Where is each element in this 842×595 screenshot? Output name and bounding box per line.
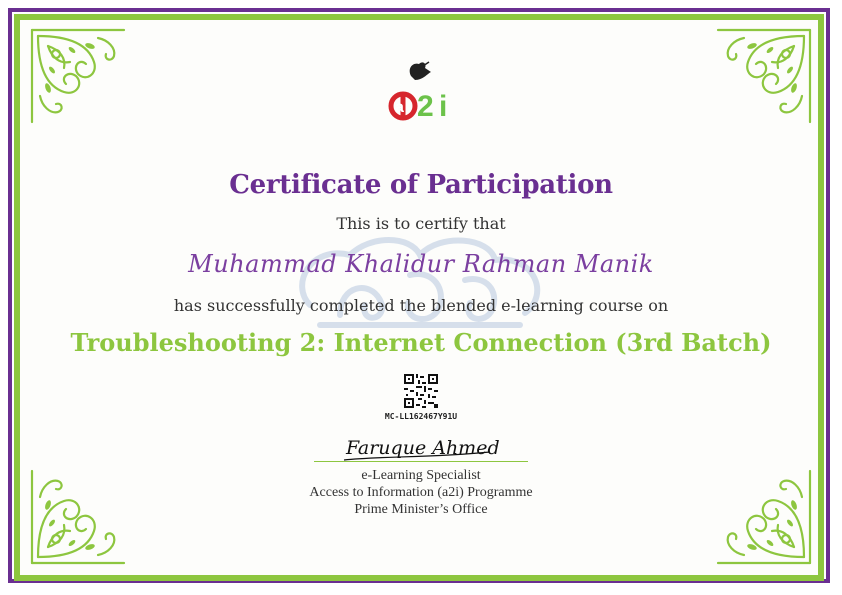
certify-text: This is to certify that xyxy=(336,214,506,233)
bird-icon xyxy=(410,62,431,80)
signer-role: e-Learning Specialist xyxy=(361,468,481,483)
svg-text:a: a xyxy=(395,99,404,116)
svg-text:i: i xyxy=(439,90,448,123)
certificate-title: Certificate of Participation xyxy=(229,170,613,200)
floral-corner-ornament-icon xyxy=(28,26,128,126)
completion-text: has successfully completed the blended e-learning course on xyxy=(173,296,669,315)
floral-corner-ornament-icon xyxy=(714,26,814,126)
qr-code-icon xyxy=(404,374,438,408)
course-name: Troubleshooting 2: Internet Connection (3rd Batch) xyxy=(70,328,772,357)
recipient-name: Muhammad Khalidur Rahman Manik xyxy=(188,250,654,278)
svg-text:2: 2 xyxy=(417,90,434,123)
certificate-id: MC-LL162467Y91U xyxy=(384,412,458,421)
signature-line xyxy=(314,461,528,462)
signature-image xyxy=(340,428,500,464)
ornamental-watermark-icon xyxy=(280,225,560,345)
signature-text: Faruque Ahmed xyxy=(346,437,500,459)
a2i-logo xyxy=(383,58,459,138)
signer-office: Prime Minister’s Office xyxy=(354,502,488,517)
signer-organization: Access to Information (a2i) Programme xyxy=(309,485,533,500)
